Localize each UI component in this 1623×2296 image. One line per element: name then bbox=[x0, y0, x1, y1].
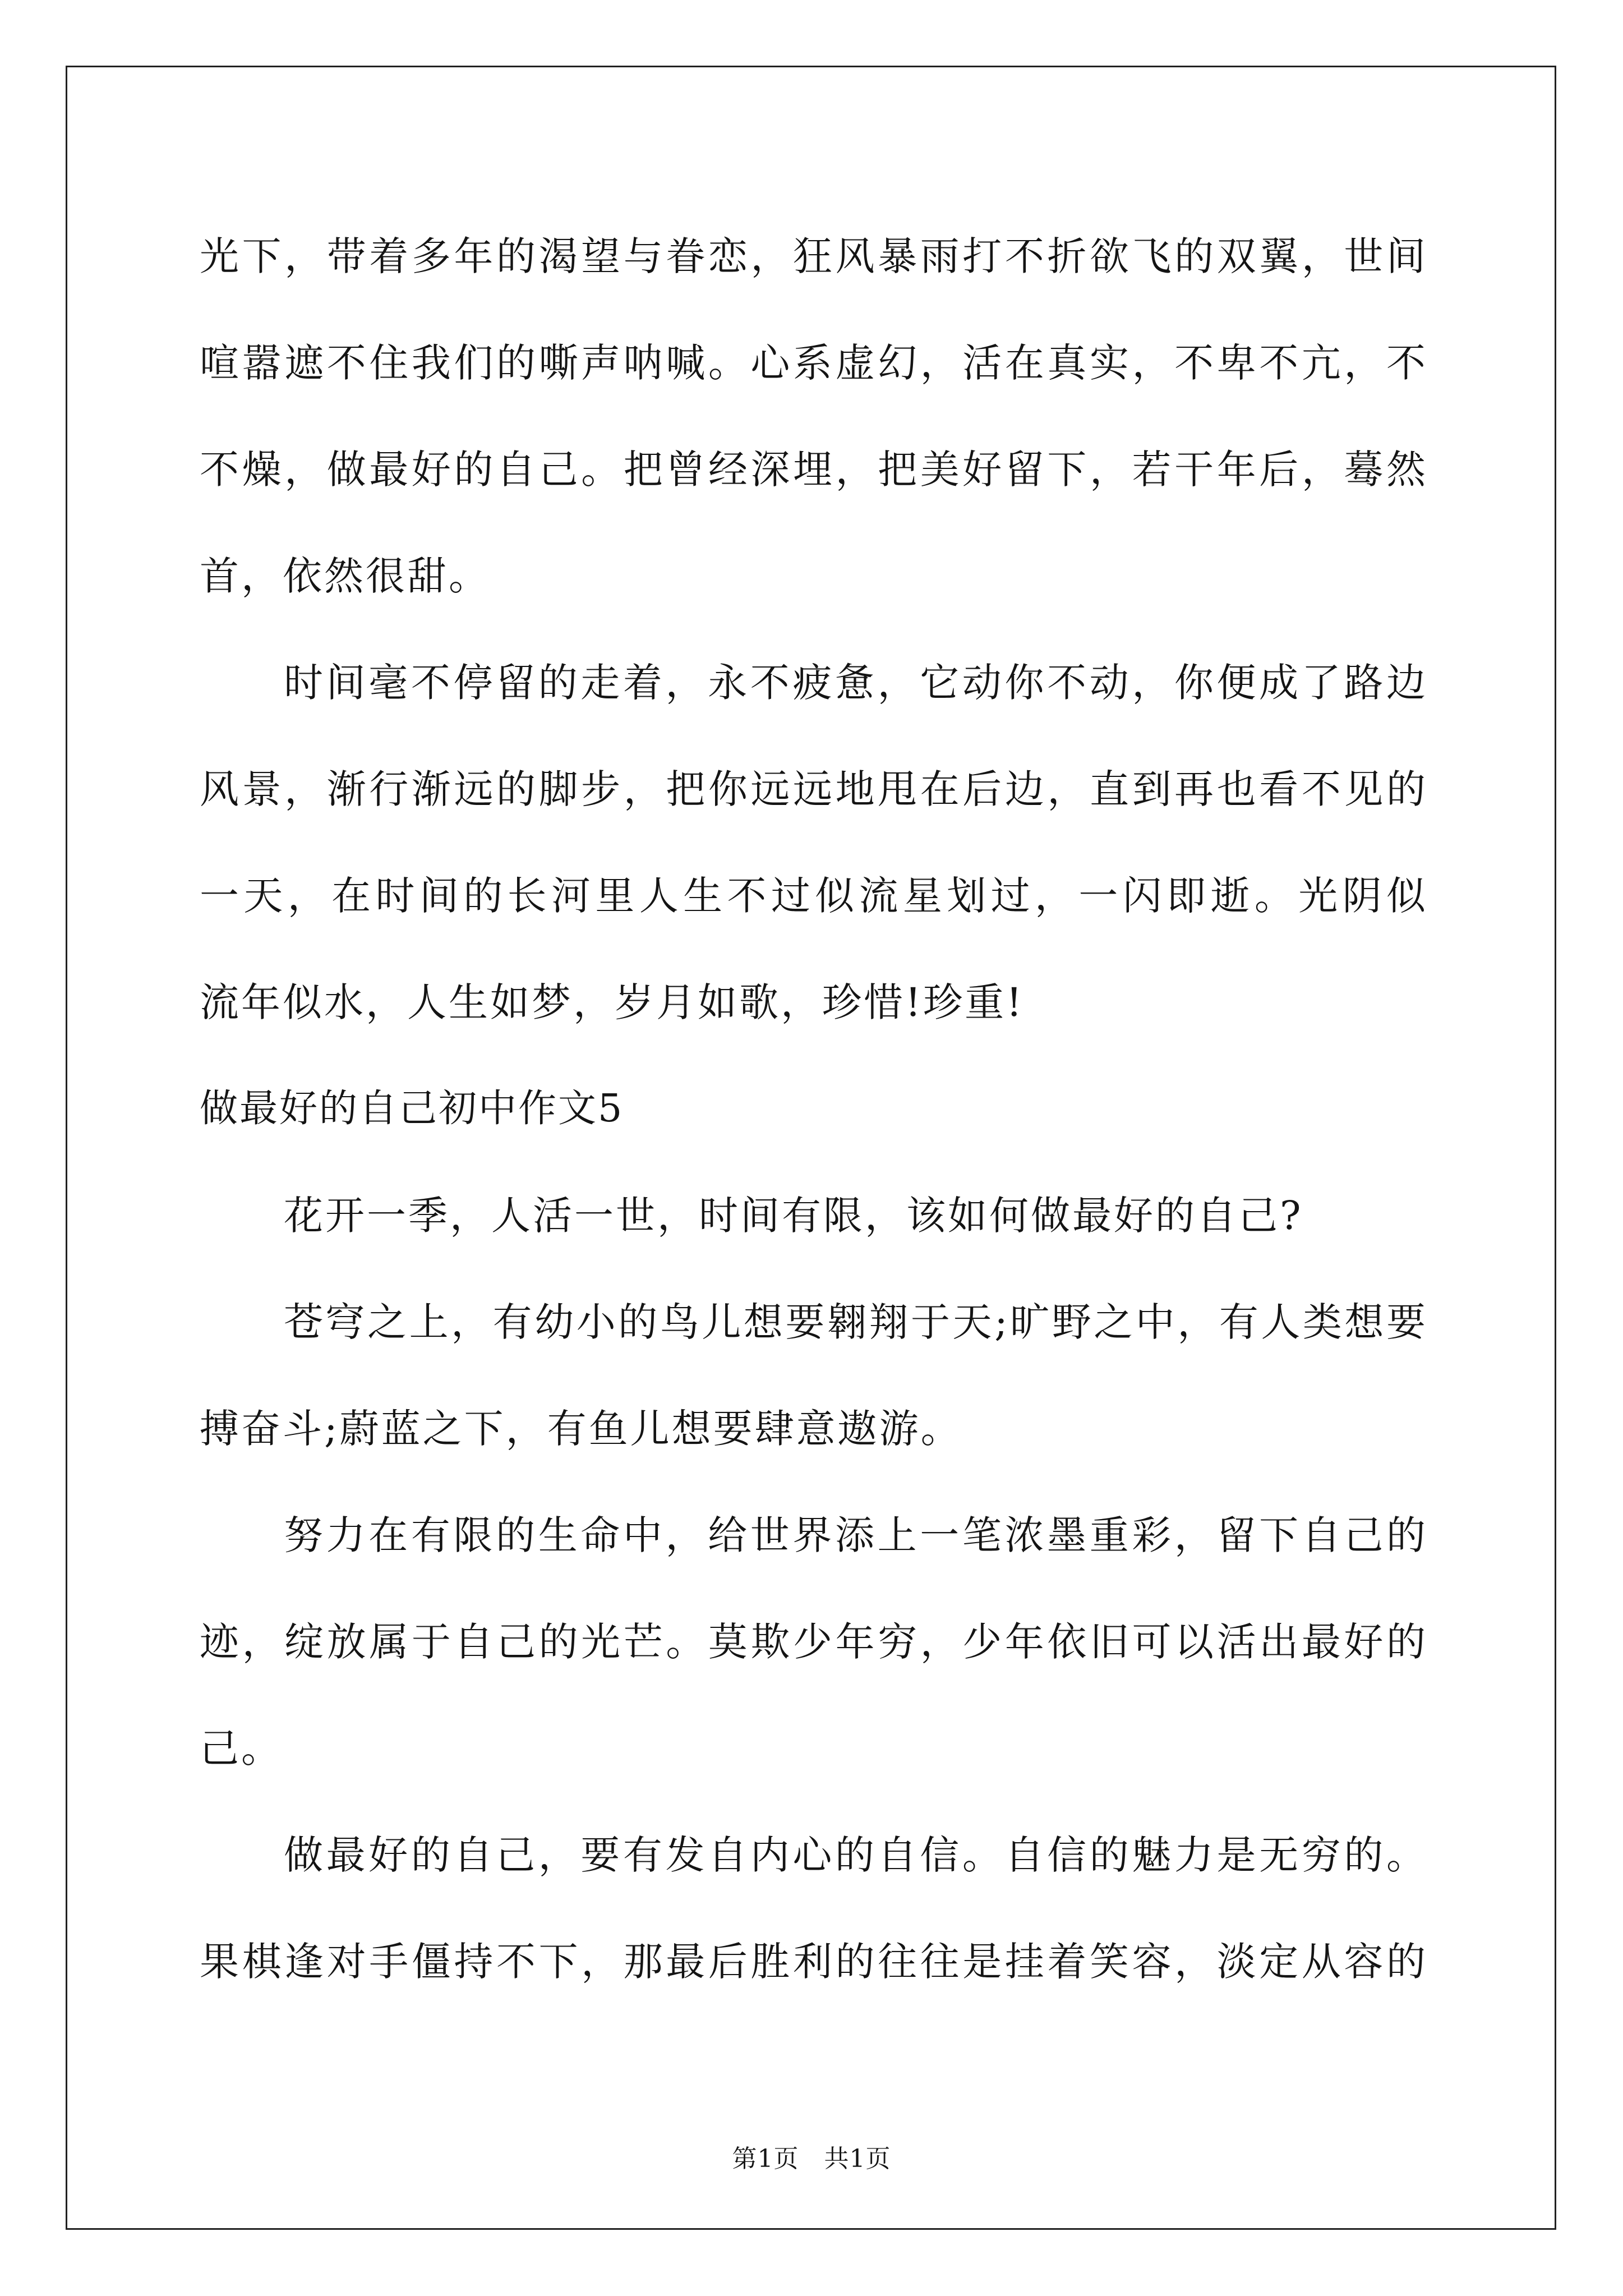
text-line-14: 迹，绽放属于自己的光芒。莫欺少年穷，少年依旧可以活出最好的 bbox=[200, 1619, 1428, 1665]
text-line-17: 果棋逢对手僵持不下，那最后胜利的往往是挂着笑容，淡定从容的 bbox=[200, 1939, 1428, 1985]
text-line-10: 花开一季，人活一世，时间有限，该如何做最好的自己? bbox=[284, 1193, 1303, 1239]
text-line-6: 风景，渐行渐远的脚步，把你远远地甩在后边，直到再也看不见的 bbox=[200, 766, 1428, 812]
text-line-4: 首，依然很甜。 bbox=[200, 553, 490, 599]
section-heading: 做最好的自己初中作文5 bbox=[200, 1087, 624, 1131]
text-line-13: 努力在有限的生命中，给世界添上一笔浓墨重彩，留下自己的 bbox=[284, 1512, 1428, 1558]
page-footer: 第1页 共1页 bbox=[732, 2145, 891, 2173]
text-line-7: 一天，在时间的长河里人生不过似流星划过，一闪即逝。光阴似 bbox=[200, 873, 1428, 919]
document-body bbox=[200, 203, 1428, 2015]
text-line-11: 苍穹之上，有幼小的鸟儿想要翱翔于天;旷野之中，有人类想要 bbox=[284, 1299, 1428, 1345]
text-line-15: 己。 bbox=[200, 1726, 283, 1772]
text-line-1: 光下，带着多年的渴望与眷恋，狂风暴雨打不折欲飞的双翼，世间 bbox=[200, 233, 1428, 279]
text-line-2: 喧嚣遮不住我们的嘶声呐喊。心系虚幻，活在真实，不卑不亢，不 bbox=[200, 340, 1428, 386]
text-line-5: 时间毫不停留的走着，永不疲惫，它动你不动，你便成了路边 bbox=[284, 660, 1428, 706]
text-line-12: 搏奋斗;蔚蓝之下，有鱼儿想要肆意遨游。 bbox=[200, 1406, 962, 1452]
text-line-16: 做最好的自己，要有发自内心的自信。自信的魅力是无穷的。 bbox=[284, 1832, 1428, 1878]
text-line-3: 不燥，做最好的自己。把曾经深埋，把美好留下，若干年后，蓦然 bbox=[200, 447, 1428, 493]
text-line-8: 流年似水，人生如梦，岁月如歌，珍惜!珍重! bbox=[200, 979, 1025, 1025]
